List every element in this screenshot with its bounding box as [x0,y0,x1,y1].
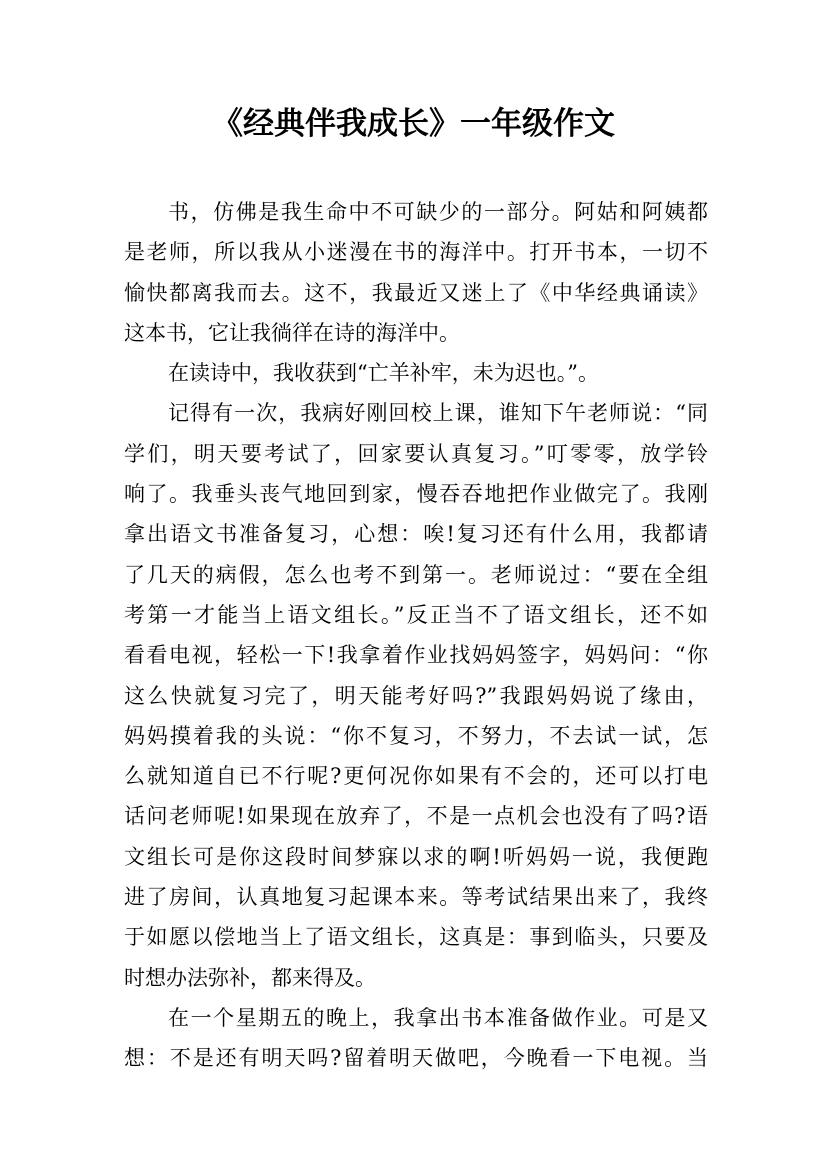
text-line: 考第一才能当上语文组长。”反正当不了语文组长，还不如 [124,602,708,627]
text-line: 进了房间，认真地复习起课本来。等考试结果出来了，我终 [124,885,708,910]
text-line: 了几天的病假，怎么也考不到第一。老师说过：“要在全组 [124,562,708,587]
text-line: 么就知道自已不行呢?更何况你如果有不会的，还可以打电 [124,764,708,789]
text-line: 记得有一次，我病好刚回校上课，谁知下午老师说：“同 [168,401,708,426]
document-body [124,192,708,1079]
text-line: 学们，明天要考试了，回家要认真复习。”叮零零，放学铃 [124,441,708,466]
text-line: 这本书，它让我徜徉在诗的海洋中。 [124,320,460,345]
text-line: 于如愿以偿地当上了语文组长，这真是：事到临头，只要及 [124,925,708,950]
text-line: 这么快就复习完了，明天能考好吗?”我跟妈妈说了缘由， [124,683,708,708]
text-line: 在一个星期五的晚上，我拿出书本准备做作业。可是又 [168,1005,708,1030]
text-line: 文组长可是你这段时间梦寐以求的啊!听妈妈一说，我便跑 [124,844,708,869]
text-line: 愉快都离我而去。这不，我最近又迷上了《中华经典诵读》 [124,280,708,305]
text-line: 是老师，所以我从小迷漫在书的海洋中。打开书本，一切不 [124,240,708,265]
document-title: 《经典伴我成长》一年级作文 [212,106,615,142]
text-line: 书，仿佛是我生命中不可缺少的一部分。阿姑和阿姨都 [168,200,708,224]
text-line: 想：不是还有明天吗?留着明天做吧，今晚看一下电视。当 [124,1046,708,1071]
text-line: 妈妈摸着我的头说：“你不复习，不努力，不去试一试，怎 [124,723,708,748]
text-line: 在读诗中，我收获到“亡羊补牢，未为迟也。”。 [168,361,599,386]
text-line: 看看电视，轻松一下!我拿着作业找妈妈签字，妈妈问：“你 [124,643,708,668]
text-line: 时想办法弥补，都来得及。 [124,965,376,990]
text-line: 话问老师呢!如果现在放弃了，不是一点机会也没有了吗?语 [124,804,708,829]
text-line: 拿出语文书准备复习，心想：唉!复习还有什么用，我都请 [124,522,708,547]
text-line: 响了。我垂头丧气地回到家，慢吞吞地把作业做完了。我刚 [124,482,708,507]
